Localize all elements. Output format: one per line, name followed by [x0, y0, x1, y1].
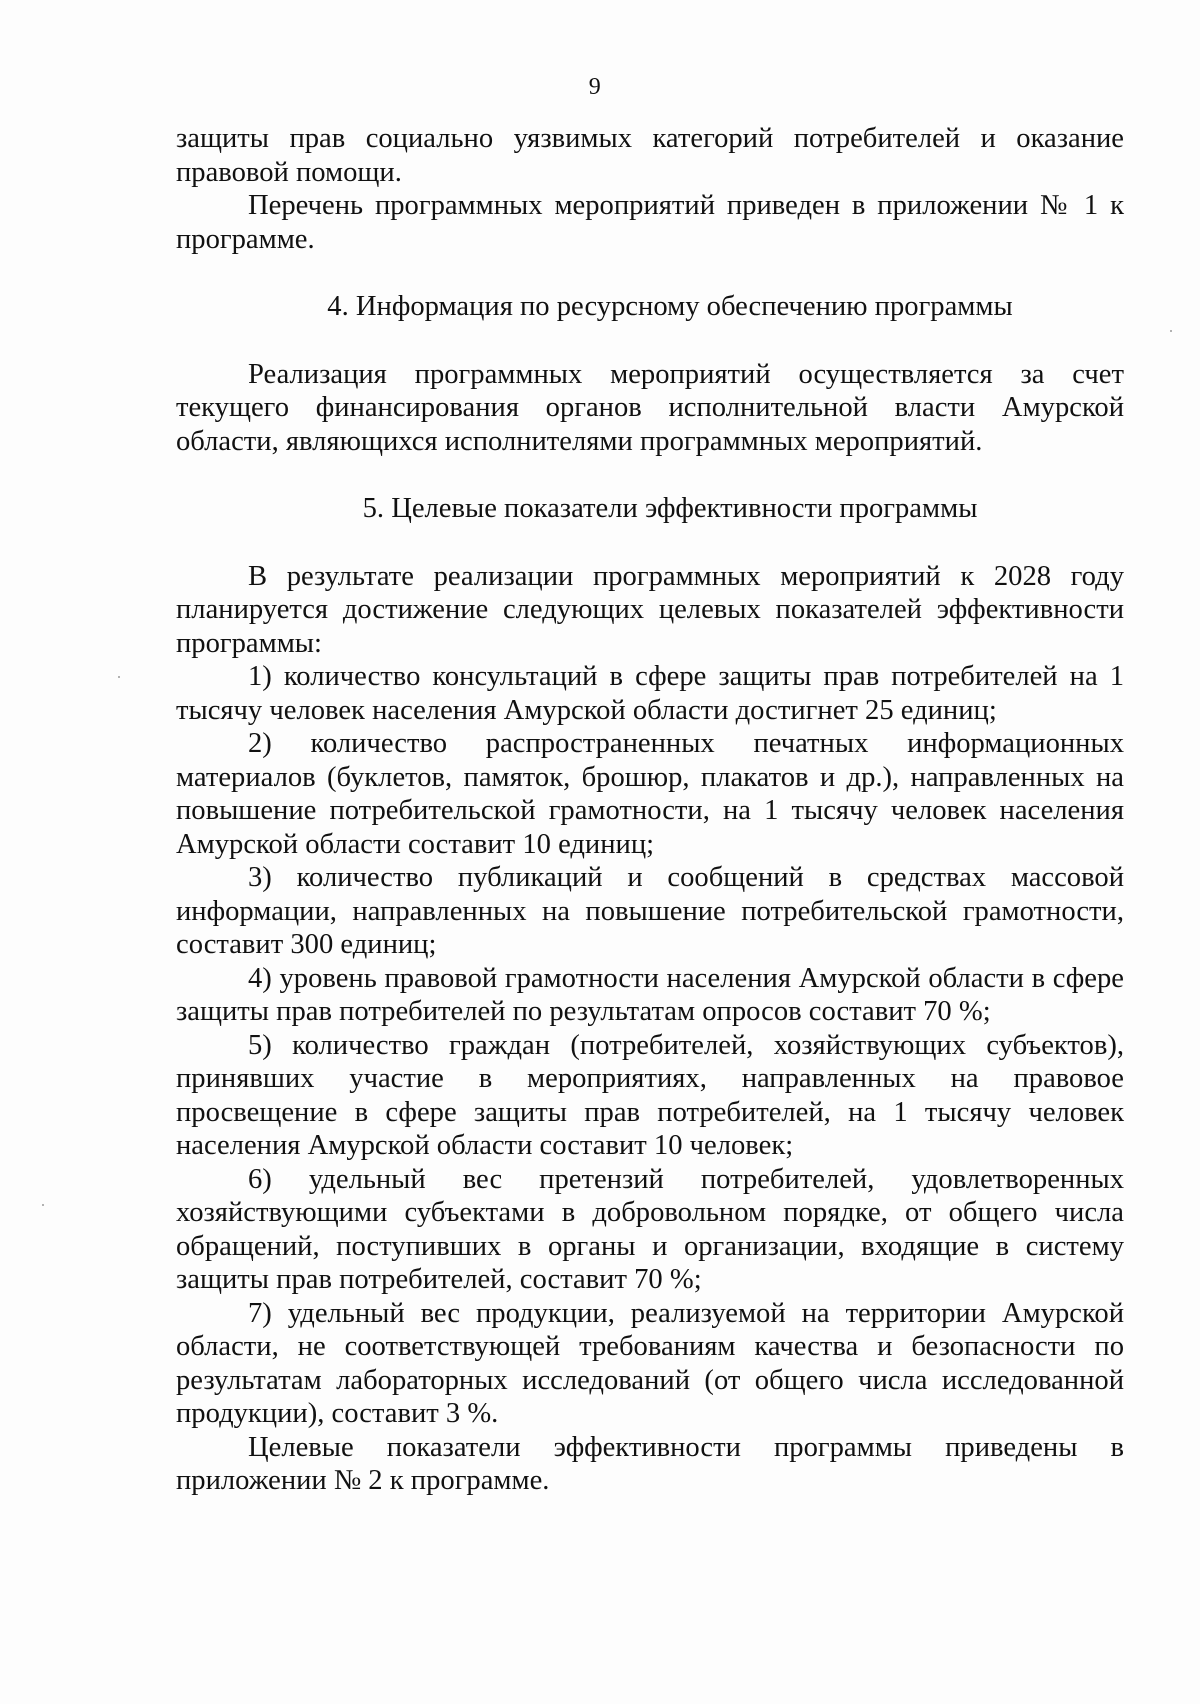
document-body: [176, 122, 1124, 1498]
section-heading-resources: 4. Информация по ресурсному обеспечению программы: [327, 291, 1013, 322]
section-heading-indicators: 5. Целевые показатели эффективности программы: [362, 493, 978, 524]
paragraph-indicators-intro: В результате реализации программных мероприятий к 2028 году планируется достижение следующих целевых показателей эффективности программы:: [176, 560, 1124, 659]
page-number: 9: [588, 74, 602, 100]
list-item-indicator-2: 2) количество распространенных печатных информационных материалов (буклетов, памяток, брошюр, плакатов и др.), направленных на повышение потребительской грамотности, на 1 тысячу человек населения Амурской области составит 10 единиц;: [176, 728, 1124, 860]
paragraph-funding: Реализация программных мероприятий осуществляется за счет текущего финансирования органов исполнительной власти Амурской области, являющихся исполнителями программных мероприятий.: [176, 358, 1124, 457]
list-item-indicator-7: 7) удельный вес продукции, реализуемой на территории Амурской области, не соответствующей требованиям качества и безопасности по результатам лабораторных исследований (от общего числа исследованной продукции), составит 3 %.: [176, 1297, 1124, 1429]
list-item-indicator-4: 4) уровень правовой грамотности населения Амурской области в сфере защиты прав потребителей по результатам опросов составит 70 %;: [176, 962, 1124, 1027]
list-item-indicator-3: 3) количество публикаций и сообщений в средствах массовой информации, направленных на повышение потребительской грамотности, составит 300 единиц;: [176, 862, 1124, 960]
list-item-indicator-6: 6) удельный вес претензий потребителей, удовлетворенных хозяйствующими субъектами в добровольном порядке, от общего числа обращений, поступивших в органы и организации, входящие в систему защиты прав потребителей, составит 70 %;: [176, 1163, 1124, 1295]
list-item-indicator-1: 1) количество консультаций в сфере защиты прав потребителей на 1 тысячу человек населения Амурской области достигнет 25 единиц;: [176, 661, 1124, 726]
scan-speck: [1170, 330, 1172, 332]
list-item-indicator-5: 5) количество граждан (потребителей, хозяйствующих субъектов), принявших участие в мероприятиях, направленных на правовое просвещение в сфере защиты прав потребителей, на 1 тысячу человек населения Амурской области составит 10 человек;: [176, 1029, 1124, 1161]
scan-speck: [42, 1204, 44, 1206]
paragraph-appendix-1-reference: Перечень программных мероприятий приведен в приложении № 1 к программе.: [176, 190, 1124, 255]
scan-speck: [118, 676, 120, 678]
paragraph-appendix-2-reference: Целевые показатели эффективности программы приведены в приложении № 2 к программе.: [176, 1431, 1124, 1496]
paragraph-continuation: защиты прав социально уязвимых категорий потребителей и оказание правовой помощи.: [176, 123, 1124, 188]
